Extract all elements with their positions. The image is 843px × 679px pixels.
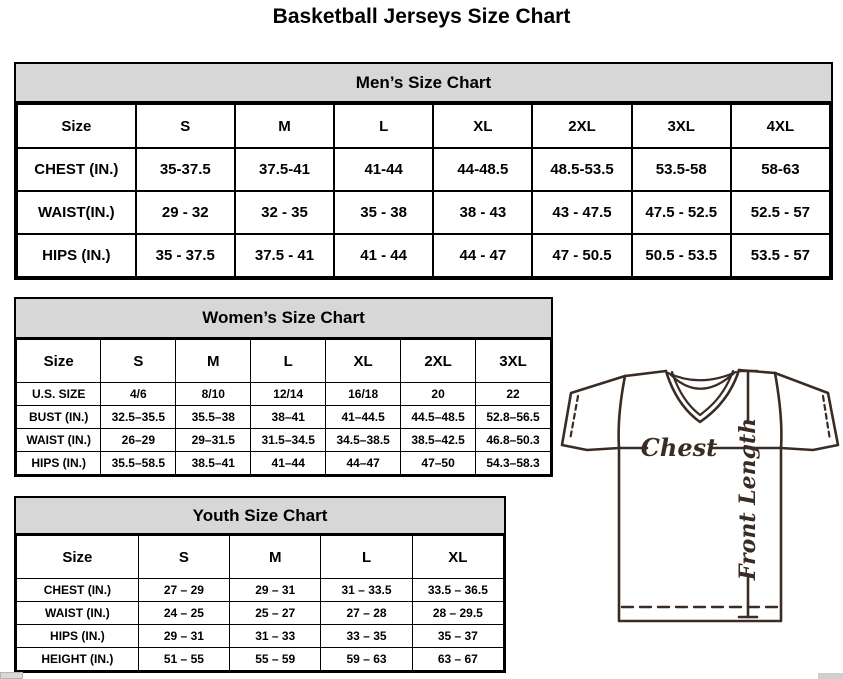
- measurement-value-cell: 44–47: [326, 452, 401, 475]
- measurement-row-label: U.S. SIZE: [17, 383, 101, 406]
- measurement-value-cell: 27 – 29: [138, 579, 229, 602]
- measurement-value-cell: 52.5 - 57: [731, 191, 830, 234]
- measurement-value-cell: 28 – 29.5: [412, 602, 503, 625]
- measurement-value-cell: 38 - 43: [433, 191, 532, 234]
- measurement-value-cell: 46.8–50.3: [476, 429, 551, 452]
- womens-size-table: [16, 339, 551, 475]
- measurement-value-cell: 33 – 35: [321, 625, 412, 648]
- measurement-row: [17, 625, 504, 648]
- size-column-header: 3XL: [476, 340, 551, 383]
- size-column-header: 2XL: [532, 104, 631, 148]
- measurement-row-label: HEIGHT (IN.): [17, 648, 139, 671]
- measurement-value-cell: 29 – 31: [138, 625, 229, 648]
- measurement-value-cell: 16/18: [326, 383, 401, 406]
- measurement-row: [17, 406, 551, 429]
- measurement-value-cell: 53.5 - 57: [731, 234, 830, 277]
- measurement-value-cell: 37.5 - 41: [235, 234, 334, 277]
- measurement-row: [17, 148, 830, 191]
- measurement-value-cell: 37.5-41: [235, 148, 334, 191]
- size-column-header: XL: [326, 340, 401, 383]
- measurement-row: [17, 383, 551, 406]
- measurement-value-cell: 25 – 27: [230, 602, 321, 625]
- measurement-value-cell: 41 - 44: [334, 234, 433, 277]
- measurement-value-cell: 20: [401, 383, 476, 406]
- measurement-value-cell: 29 – 31: [230, 579, 321, 602]
- size-column-header: 3XL: [632, 104, 731, 148]
- size-column-header: S: [136, 104, 235, 148]
- measurement-value-cell: 35.5–58.5: [101, 452, 176, 475]
- measurement-value-cell: 38–41: [251, 406, 326, 429]
- page-title: Basketball Jerseys Size Chart: [272, 5, 571, 28]
- measurement-value-cell: 32.5–35.5: [101, 406, 176, 429]
- measurement-value-cell: 41–44: [251, 452, 326, 475]
- horizontal-scrollbar-fragment-right: [818, 673, 843, 679]
- measurement-row-label: CHEST (IN.): [17, 579, 139, 602]
- measurement-value-cell: 8/10: [176, 383, 251, 406]
- size-header-row: [17, 340, 551, 383]
- measurement-value-cell: 32 - 35: [235, 191, 334, 234]
- youth-size-table: [16, 535, 504, 671]
- size-column-header: 4XL: [731, 104, 830, 148]
- jersey-diagram-svg: [558, 358, 842, 632]
- mens-size-chart: [14, 62, 833, 280]
- measurement-value-cell: 43 - 47.5: [532, 191, 631, 234]
- jersey-left-armhole-seam: [619, 376, 625, 448]
- measurement-value-cell: 35 – 37: [412, 625, 503, 648]
- mens-chart-title: Men’s Size Chart: [16, 64, 831, 103]
- size-header-row: [17, 104, 830, 148]
- measurement-value-cell: 26–29: [101, 429, 176, 452]
- measurement-row-label: CHEST (IN.): [17, 148, 136, 191]
- measurement-row-label: HIPS (IN.): [17, 452, 101, 475]
- measurement-value-cell: 34.5–38.5: [326, 429, 401, 452]
- womens-size-chart: [14, 297, 553, 477]
- measurement-value-cell: 51 – 55: [138, 648, 229, 671]
- womens-chart-title: Women’s Size Chart: [16, 299, 551, 339]
- measurement-row-label: WAIST (IN.): [17, 429, 101, 452]
- jersey-right-armhole-seam: [775, 373, 781, 448]
- measurement-row: [17, 234, 830, 277]
- size-column-header: S: [138, 536, 229, 579]
- measurement-row: [17, 452, 551, 475]
- measurement-value-cell: 47–50: [401, 452, 476, 475]
- measurement-value-cell: 44.5–48.5: [401, 406, 476, 429]
- measurement-value-cell: 35-37.5: [136, 148, 235, 191]
- measurement-row: [17, 429, 551, 452]
- measurement-row-label: WAIST(IN.): [17, 191, 136, 234]
- jersey-measurement-diagram: [558, 358, 842, 632]
- size-corner-cell: Size: [17, 340, 101, 383]
- size-column-header: L: [334, 104, 433, 148]
- measurement-row-label: HIPS (IN.): [17, 625, 139, 648]
- measurement-value-cell: 31 – 33: [230, 625, 321, 648]
- measurement-value-cell: 63 – 67: [412, 648, 503, 671]
- front-length-label: Front Length: [735, 417, 761, 581]
- measurement-value-cell: 22: [476, 383, 551, 406]
- measurement-value-cell: 53.5-58: [632, 148, 731, 191]
- measurement-value-cell: 48.5-53.5: [532, 148, 631, 191]
- measurement-value-cell: 38.5–42.5: [401, 429, 476, 452]
- measurement-value-cell: 59 – 63: [321, 648, 412, 671]
- measurement-value-cell: 4/6: [101, 383, 176, 406]
- measurement-row: [17, 191, 830, 234]
- measurement-value-cell: 29–31.5: [176, 429, 251, 452]
- measurement-value-cell: 44 - 47: [433, 234, 532, 277]
- measurement-value-cell: 35 - 38: [334, 191, 433, 234]
- size-column-header: XL: [433, 104, 532, 148]
- size-header-row: [17, 536, 504, 579]
- size-column-header: M: [235, 104, 334, 148]
- jersey-left-sleeve-dashed-line: [570, 396, 578, 440]
- measurement-value-cell: 12/14: [251, 383, 326, 406]
- size-column-header: M: [230, 536, 321, 579]
- measurement-value-cell: 55 – 59: [230, 648, 321, 671]
- mens-size-table: [16, 103, 831, 278]
- measurement-row-label: HIPS (IN.): [17, 234, 136, 277]
- measurement-value-cell: 27 – 28: [321, 602, 412, 625]
- measurement-value-cell: 58-63: [731, 148, 830, 191]
- youth-chart-title: Youth Size Chart: [16, 498, 504, 535]
- measurement-value-cell: 33.5 – 36.5: [412, 579, 503, 602]
- measurement-value-cell: 52.8–56.5: [476, 406, 551, 429]
- size-column-header: L: [321, 536, 412, 579]
- size-column-header: XL: [412, 536, 503, 579]
- measurement-value-cell: 47.5 - 52.5: [632, 191, 731, 234]
- measurement-row-label: WAIST (IN.): [17, 602, 139, 625]
- measurement-value-cell: 50.5 - 53.5: [632, 234, 731, 277]
- measurement-value-cell: 31 – 33.5: [321, 579, 412, 602]
- size-column-header: M: [176, 340, 251, 383]
- size-corner-cell: Size: [17, 104, 136, 148]
- measurement-row-label: BUST (IN.): [17, 406, 101, 429]
- youth-size-chart: [14, 496, 506, 673]
- measurement-value-cell: 38.5–41: [176, 452, 251, 475]
- measurement-value-cell: 24 – 25: [138, 602, 229, 625]
- horizontal-scrollbar-fragment-left: [0, 672, 23, 679]
- size-column-header: S: [101, 340, 176, 383]
- measurement-value-cell: 44-48.5: [433, 148, 532, 191]
- size-corner-cell: Size: [17, 536, 139, 579]
- size-column-header: 2XL: [401, 340, 476, 383]
- chest-label: Chest: [640, 433, 718, 462]
- measurement-row: [17, 602, 504, 625]
- size-column-header: L: [251, 340, 326, 383]
- measurement-value-cell: 29 - 32: [136, 191, 235, 234]
- measurement-row: [17, 648, 504, 671]
- measurement-value-cell: 41–44.5: [326, 406, 401, 429]
- measurement-value-cell: 54.3–58.3: [476, 452, 551, 475]
- measurement-value-cell: 41-44: [334, 148, 433, 191]
- measurement-value-cell: 47 - 50.5: [532, 234, 631, 277]
- measurement-value-cell: 31.5–34.5: [251, 429, 326, 452]
- measurement-value-cell: 35.5–38: [176, 406, 251, 429]
- measurement-row: [17, 579, 504, 602]
- measurement-value-cell: 35 - 37.5: [136, 234, 235, 277]
